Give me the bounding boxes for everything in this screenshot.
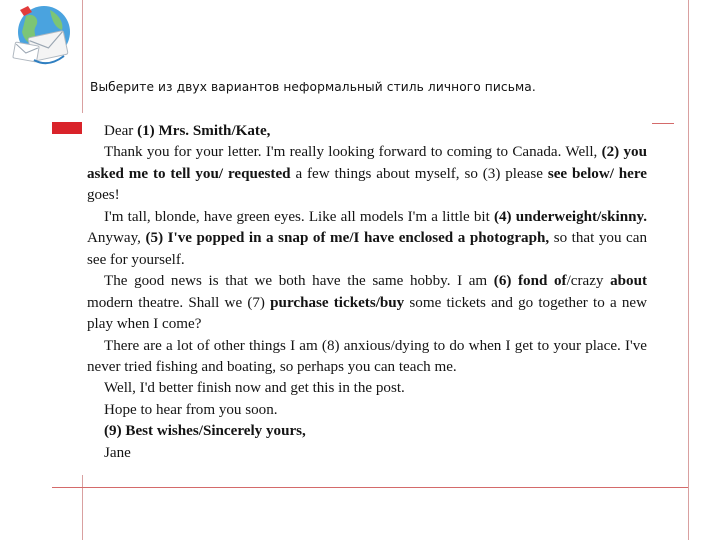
letter-paragraph: The good news is that we both have the same hobby. I am (6) fond of/crazy about modern theatre. Shall we (7) purchase tickets/buy some tickets and go together to a new play when I come?	[87, 273, 647, 333]
letter-signature: Jane	[104, 444, 131, 461]
bottom-horizontal-rule	[52, 487, 688, 488]
letter-paragraph: Well, I'd better finish now and get this in the post.	[104, 380, 405, 397]
right-vertical-rule	[688, 0, 689, 540]
letter-paragraph: I'm tall, blonde, have green eyes. Like all models I'm a little bit (4) underweight/skinny. Anyway, (5) I've popped in a snap of me/I have enclosed a photograph, so that you can see for yourself.	[87, 208, 648, 268]
letter-closing: (9) Best wishes/Sincerely yours,	[104, 423, 306, 440]
envelope-globe-icon	[8, 2, 74, 70]
instruction-title: Выберите из двух вариантов неформальный стиль личного письма.	[90, 80, 536, 94]
letter-paragraph: Hope to hear from you soon.	[104, 401, 278, 418]
accent-bar	[52, 122, 82, 134]
letter-greeting: Dear (1) Mrs. Smith/Kate,	[104, 123, 271, 139]
letter-paragraph: There are a lot of other things I am (8) anxious/dying to do when I get to your place. I've never tried fishing and boating, so perhaps you can teach me.	[87, 337, 647, 375]
letter-body	[87, 121, 647, 464]
letter-paragraph: Thank you for your letter. I'm really looking forward to coming to Canada. Well, (2) you asked me to tell you/ requested a few things about myself, so (3) please see below/ here goes!	[87, 144, 648, 204]
